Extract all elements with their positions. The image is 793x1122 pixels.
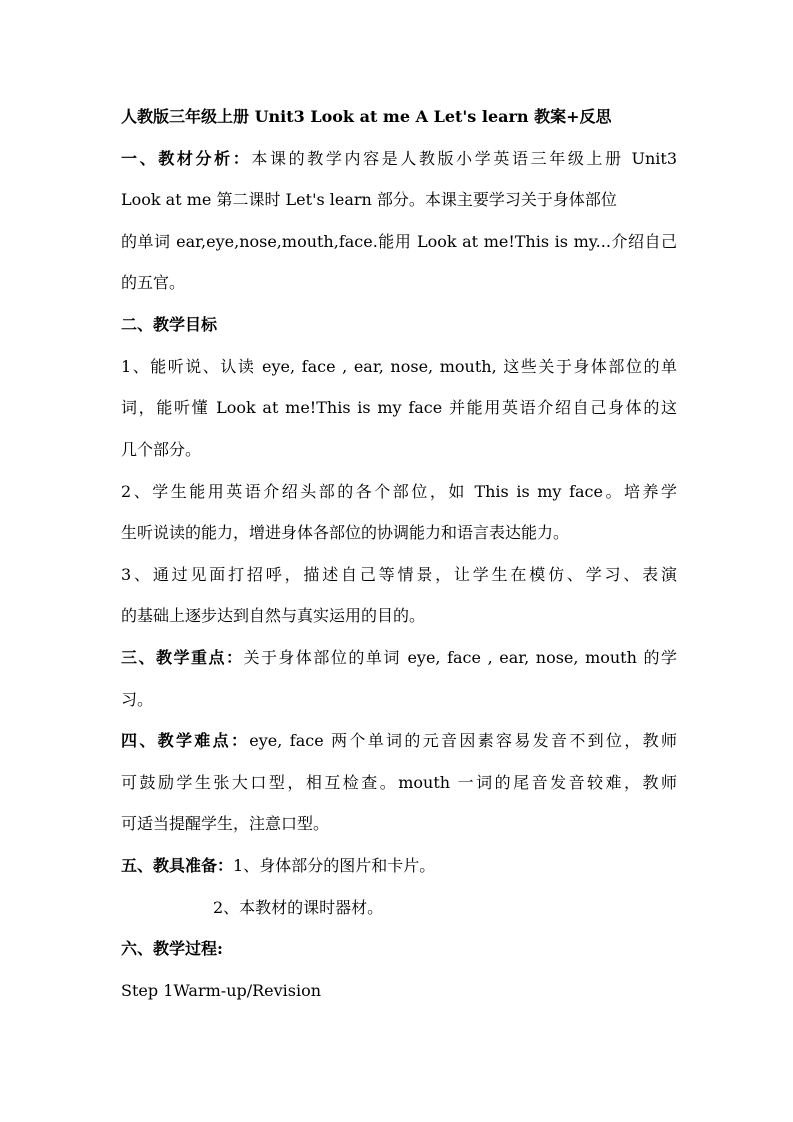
paragraph-line: 可适当提醒学生，注意口型。: [121, 814, 330, 833]
paragraph-text: 本课的教学内容是人教版小学英语三年级上册 Unit3: [251, 149, 677, 168]
paragraph-line: 的五官。: [121, 273, 186, 292]
goal-item-1-line-2: 词，能听懂 Look at me!This is my face 并能用英语介绍自己身体的这: [121, 398, 677, 417]
paragraph-line: 的单词 ear,eye,nose,mouth,face.能用 Look at me!This is my...介绍自己: [121, 232, 677, 251]
section-key-points-line-1: [121, 647, 677, 669]
goal-item-2-line-2: 生听说读的能力，增进身体各部位的协调能力和语言表达能力。: [121, 523, 570, 542]
section-heading-teaching-aids: 五、教具准备：: [121, 856, 234, 875]
goal-item-3-line-2: 的基础上逐步达到自然与真实运用的目的。: [121, 606, 426, 625]
paragraph-line: 习。: [121, 690, 154, 709]
section-materials-analysis-line-1: [121, 148, 677, 170]
section-heading-teaching-goals: 二、教学目标: [121, 315, 218, 334]
goal-item-2-line-1: 2、学生能用英语介绍头部的各个部位，如 This is my face。培养学: [121, 482, 677, 501]
paragraph-line: 可鼓励学生张大口型，相互检查。mouth 一词的尾音发音较难，教师: [121, 773, 677, 792]
section-heading-materials-analysis: 一、教材分析：: [121, 149, 252, 168]
section-heading-teaching-process: 六、教学过程:: [121, 939, 223, 958]
document-title: 人教版三年级上册 Unit3 Look at me A Let's learn 教案+反思: [121, 107, 612, 126]
section-difficulties-line-1: [121, 730, 677, 752]
paragraph-line: Look at me 第二课时 Let's learn 部分。本课主要学习关于身体部位: [121, 190, 617, 209]
section-teaching-aids-line-1: [121, 855, 435, 877]
goal-item-1-line-1: 1、能听说、认读 eye, face , ear, nose, mouth, 这些关于身体部位的单: [121, 357, 677, 376]
section-heading-key-points: 三、教学重点：: [121, 648, 244, 667]
teaching-aid-item-2: 2、本教材的课时器材。: [213, 898, 384, 917]
goal-item-3-line-1: 3、通过见面打招呼，描述自己等情景，让学生在模仿、学习、表演: [121, 565, 677, 584]
step-1-label: Step 1Warm-up/Revision: [121, 981, 322, 1000]
paragraph-text: 关于身体部位的单词 eye, face , ear, nose, mouth 的学: [243, 648, 677, 667]
section-heading-difficulties: 四、教学难点：: [121, 731, 250, 750]
goal-item-1-line-3: 几个部分。: [121, 440, 202, 459]
teaching-aid-item-1: 1、身体部分的图片和卡片。: [233, 856, 436, 875]
paragraph-text: eye, face 两个单词的元音因素容易发音不到位，教师: [249, 731, 677, 750]
